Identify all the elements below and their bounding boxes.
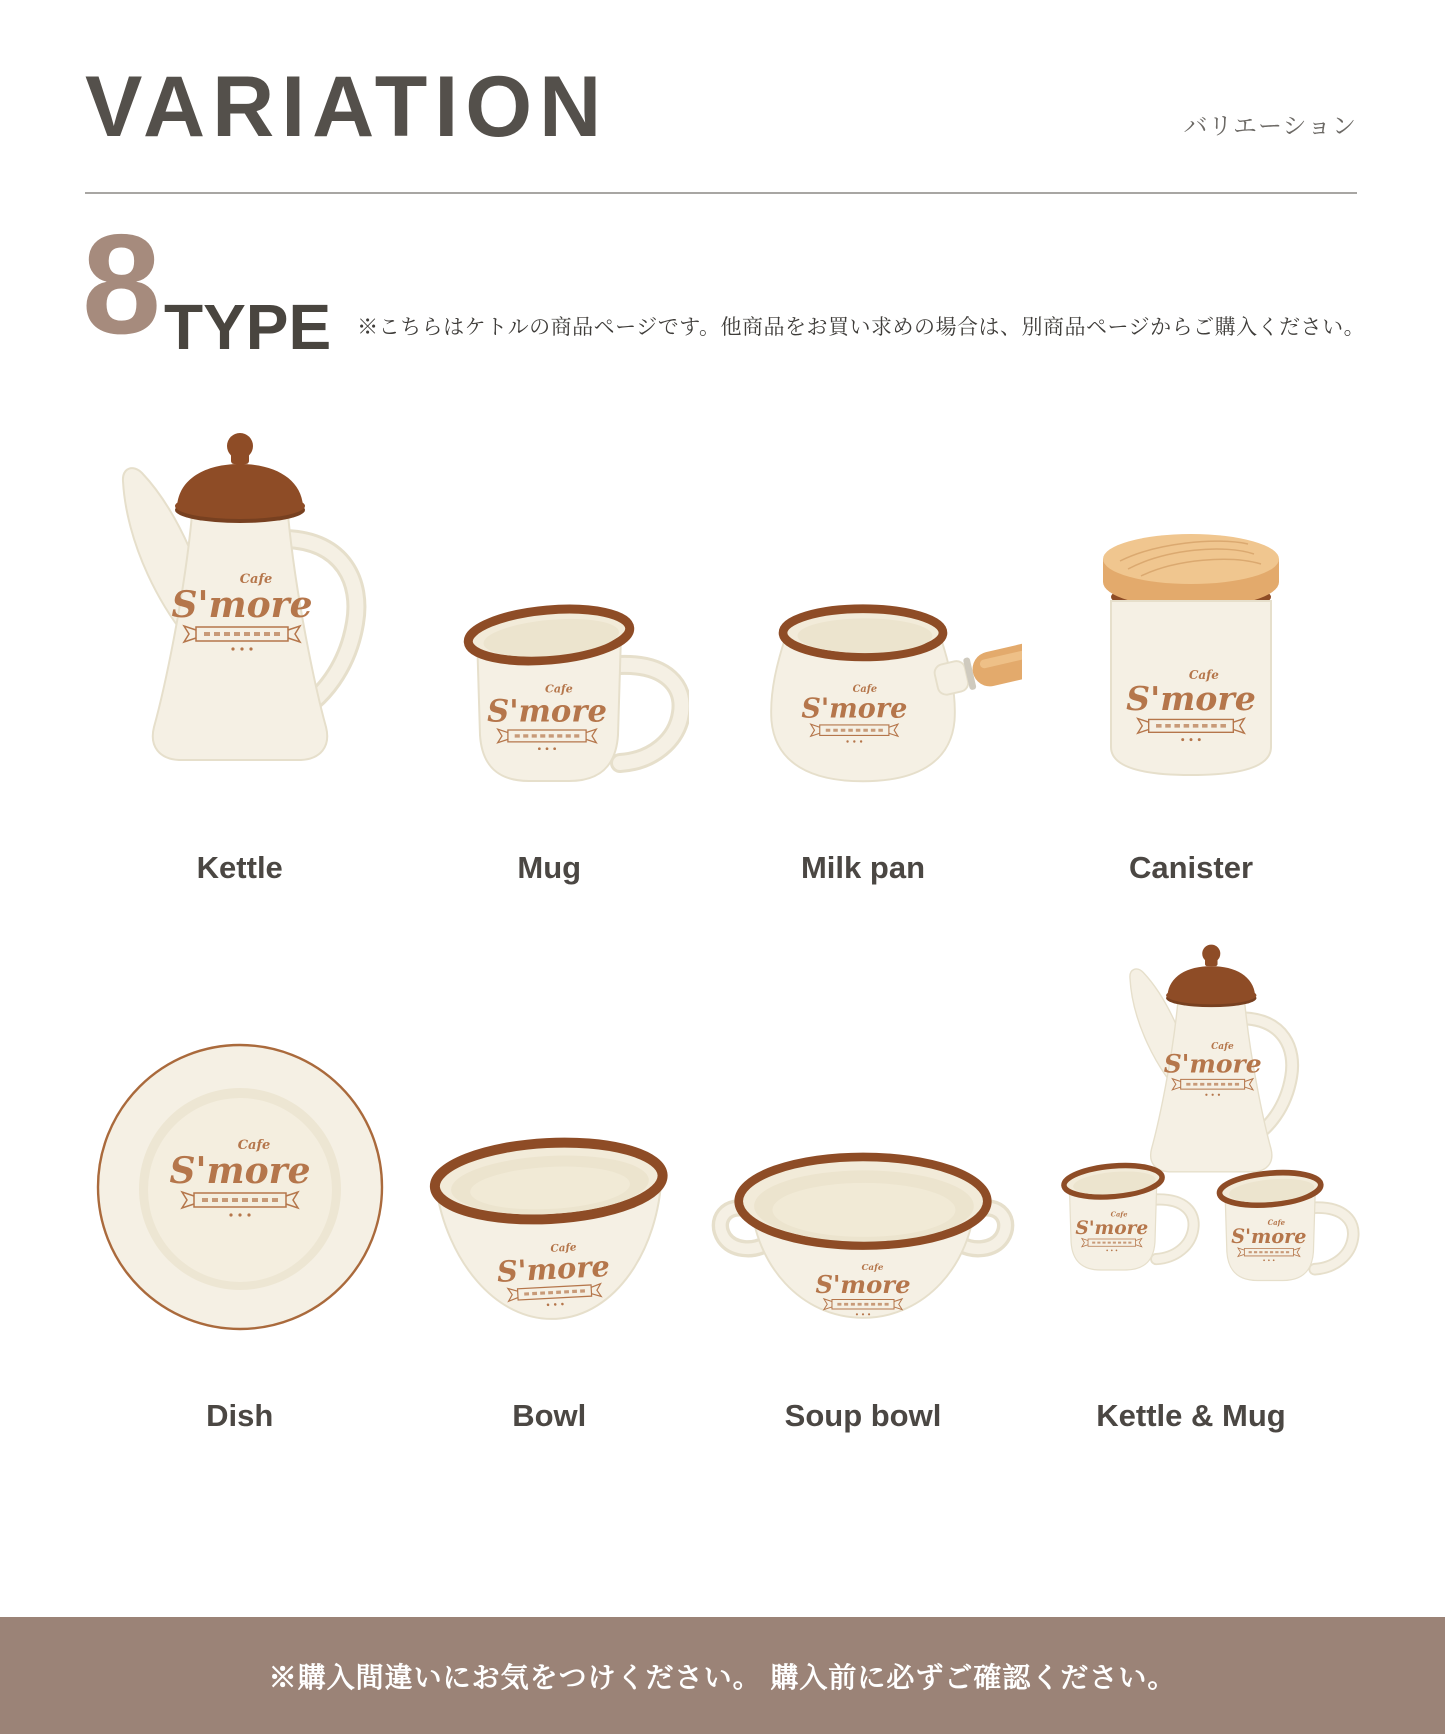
header-divider	[85, 192, 1357, 194]
product-label-soup-bowl: Soup bowl	[784, 1398, 942, 1434]
mug-illustration	[409, 539, 689, 789]
canister-illustration	[1056, 509, 1326, 789]
product-card-milk-pan	[704, 393, 1022, 885]
footer-banner	[0, 1617, 1445, 1734]
dish-illustration	[90, 1031, 390, 1341]
kettle-and-mug-image	[1022, 927, 1360, 1359]
bowl-illustration	[399, 1081, 699, 1341]
soup-bowl-illustration	[704, 1100, 1022, 1341]
page-title: VARIATION	[85, 59, 609, 155]
milk-pan-wood-handle	[932, 638, 1022, 698]
dish-image	[90, 927, 390, 1359]
type-count-section	[82, 205, 1366, 364]
product-label-dish: Dish	[206, 1398, 274, 1434]
product-label-milk-pan: Milk pan	[800, 850, 925, 885]
kettle-illustration	[90, 409, 390, 789]
product-card-bowl	[395, 927, 705, 1433]
product-grid	[85, 393, 1360, 1433]
product-label-canister: Canister	[1128, 850, 1254, 885]
footer-notice: ※購入間違いにお気をつけください。 購入前に必ずご確認ください。	[268, 1661, 1177, 1693]
product-label-bowl: Bowl	[512, 1398, 587, 1434]
product-card-soup-bowl	[704, 927, 1022, 1433]
milk-pan-image	[704, 393, 1022, 811]
product-card-canister	[1022, 393, 1360, 885]
kettle-and-mug-illustration	[1022, 926, 1360, 1341]
soup-bowl-image	[704, 927, 1022, 1359]
product-label-kettle: Kettle	[196, 850, 283, 885]
product-label-mug: Mug	[517, 850, 582, 885]
product-card-kettle	[85, 393, 395, 885]
product-card-dish	[85, 927, 395, 1433]
product-label-kettle-and-mug: Kettle & Mug	[1096, 1398, 1286, 1434]
product-card-mug	[395, 393, 705, 885]
type-note: ※こちらはケトルの商品ページです。他商品をお買い求めの場合は、別商品ページからご購入ください。	[357, 315, 1366, 339]
mug-image	[409, 393, 689, 811]
bowl-image	[399, 927, 699, 1359]
milk-pan-illustration	[704, 548, 1022, 789]
kettle-image	[90, 393, 390, 811]
type-count-number: 8	[82, 205, 161, 364]
canister-image	[1056, 393, 1326, 811]
page-title-japanese: バリエーション	[1183, 113, 1357, 140]
type-count-label: TYPE	[163, 291, 332, 364]
product-card-kettle-and-mug	[1022, 927, 1360, 1433]
